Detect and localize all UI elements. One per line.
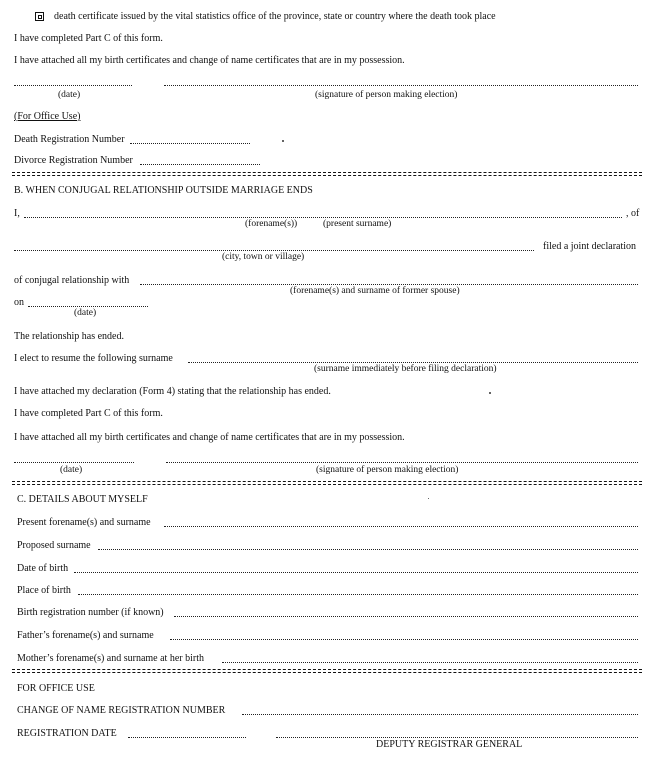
- change-of-name-registration-field[interactable]: [242, 714, 638, 715]
- section-divider: [12, 672, 642, 673]
- birth-registration-number-field[interactable]: [174, 616, 638, 617]
- section-divider: [12, 669, 642, 670]
- present-name-field[interactable]: [164, 526, 638, 527]
- signature-field-b[interactable]: [166, 462, 638, 463]
- section-divider: [12, 481, 642, 482]
- office-use-label-a: (For Office Use): [14, 111, 81, 122]
- divorce-registration-label: Divorce Registration Number: [14, 155, 133, 166]
- death-registration-field[interactable]: [130, 143, 250, 144]
- place-of-birth-field[interactable]: [78, 594, 638, 595]
- former-spouse-caption: (forename(s) and surname of former spouse): [290, 286, 460, 296]
- birth-registration-number-label: Birth registration number (if known): [17, 607, 164, 618]
- divorce-registration-field[interactable]: [140, 164, 260, 165]
- of-label: , of: [626, 208, 640, 219]
- proposed-surname-label: Proposed surname: [17, 540, 91, 551]
- completed-part-c-statement-b: I have completed Part C of this form.: [14, 408, 163, 419]
- father-name-field[interactable]: [170, 639, 638, 640]
- proposed-surname-field[interactable]: [98, 549, 638, 550]
- name-field[interactable]: [24, 217, 622, 218]
- mother-name-field[interactable]: [222, 662, 638, 663]
- section-divider: [12, 175, 642, 176]
- date-of-birth-field[interactable]: [74, 572, 638, 573]
- present-name-label: Present forename(s) and surname: [17, 517, 151, 528]
- stray-mark: [428, 498, 429, 499]
- conjugal-relationship-label: of conjugal relationship with: [14, 275, 130, 286]
- on-label: on: [14, 297, 24, 308]
- date-caption-b: (date): [60, 465, 83, 475]
- stray-mark: [282, 140, 284, 142]
- attached-certificates-statement: I have attached all my birth certificates and change of name certificates that are in my possession.: [14, 55, 405, 66]
- resume-surname-field[interactable]: [188, 362, 638, 363]
- city-field[interactable]: [14, 250, 534, 251]
- father-name-label: Father’s forename(s) and surname: [17, 630, 154, 641]
- date-caption-a: (date): [58, 90, 81, 100]
- date-of-birth-label: Date of birth: [17, 563, 69, 574]
- relationship-ended-statement: The relationship has ended.: [14, 331, 124, 342]
- date-field-a[interactable]: [14, 85, 132, 86]
- surname-before-caption: (surname immediately before filing declaration): [314, 364, 497, 374]
- part-c-heading: C. DETAILS ABOUT MYSELF: [17, 494, 148, 505]
- signature-caption-a: (signature of person making election): [315, 90, 458, 100]
- attached-certificates-statement-b: I have attached all my birth certificates and change of name certificates that are in my possession.: [14, 432, 405, 443]
- registration-date-label: REGISTRATION DATE: [17, 728, 117, 739]
- section-divider: [12, 172, 642, 173]
- date-field-b[interactable]: [14, 462, 134, 463]
- resume-surname-label: I elect to resume the following surname: [14, 353, 173, 364]
- filed-joint-declaration-label: filed a joint declaration: [543, 241, 637, 252]
- death-certificate-checkbox[interactable]: [35, 12, 44, 21]
- change-of-name-registration-label: CHANGE OF NAME REGISTRATION NUMBER: [17, 705, 226, 716]
- section-divider: [12, 484, 642, 485]
- registration-date-field[interactable]: [128, 737, 246, 738]
- attached-declaration-statement: I have attached my declaration (Form 4) stating that the relationship has ended.: [14, 386, 331, 397]
- death-certificate-label: death certificate issued by the vital statistics office of the province, state or country where the death took place: [54, 11, 496, 22]
- death-registration-label: Death Registration Number: [14, 134, 125, 145]
- i-label: I,: [14, 208, 20, 219]
- completed-part-c-statement: I have completed Part C of this form.: [14, 33, 163, 44]
- deputy-registrar-signature-field[interactable]: [276, 737, 638, 738]
- office-use-heading: FOR OFFICE USE: [17, 683, 95, 694]
- relationship-date-caption: (date): [74, 308, 97, 318]
- signature-field-a[interactable]: [164, 85, 638, 86]
- forenames-caption: (forename(s)): [245, 219, 298, 229]
- present-surname-caption: (present surname): [323, 219, 392, 229]
- mother-name-label: Mother’s forename(s) and surname at her birth: [17, 653, 204, 664]
- place-of-birth-label: Place of birth: [17, 585, 71, 596]
- deputy-registrar-caption: DEPUTY REGISTRAR GENERAL: [376, 739, 523, 750]
- city-caption: (city, town or village): [222, 252, 305, 262]
- relationship-date-field[interactable]: [28, 306, 148, 307]
- signature-caption-b: (signature of person making election): [316, 465, 459, 475]
- part-b-heading: B. WHEN CONJUGAL RELATIONSHIP OUTSIDE MARRIAGE ENDS: [14, 185, 313, 196]
- former-spouse-field[interactable]: [140, 284, 638, 285]
- stray-mark: [489, 392, 491, 394]
